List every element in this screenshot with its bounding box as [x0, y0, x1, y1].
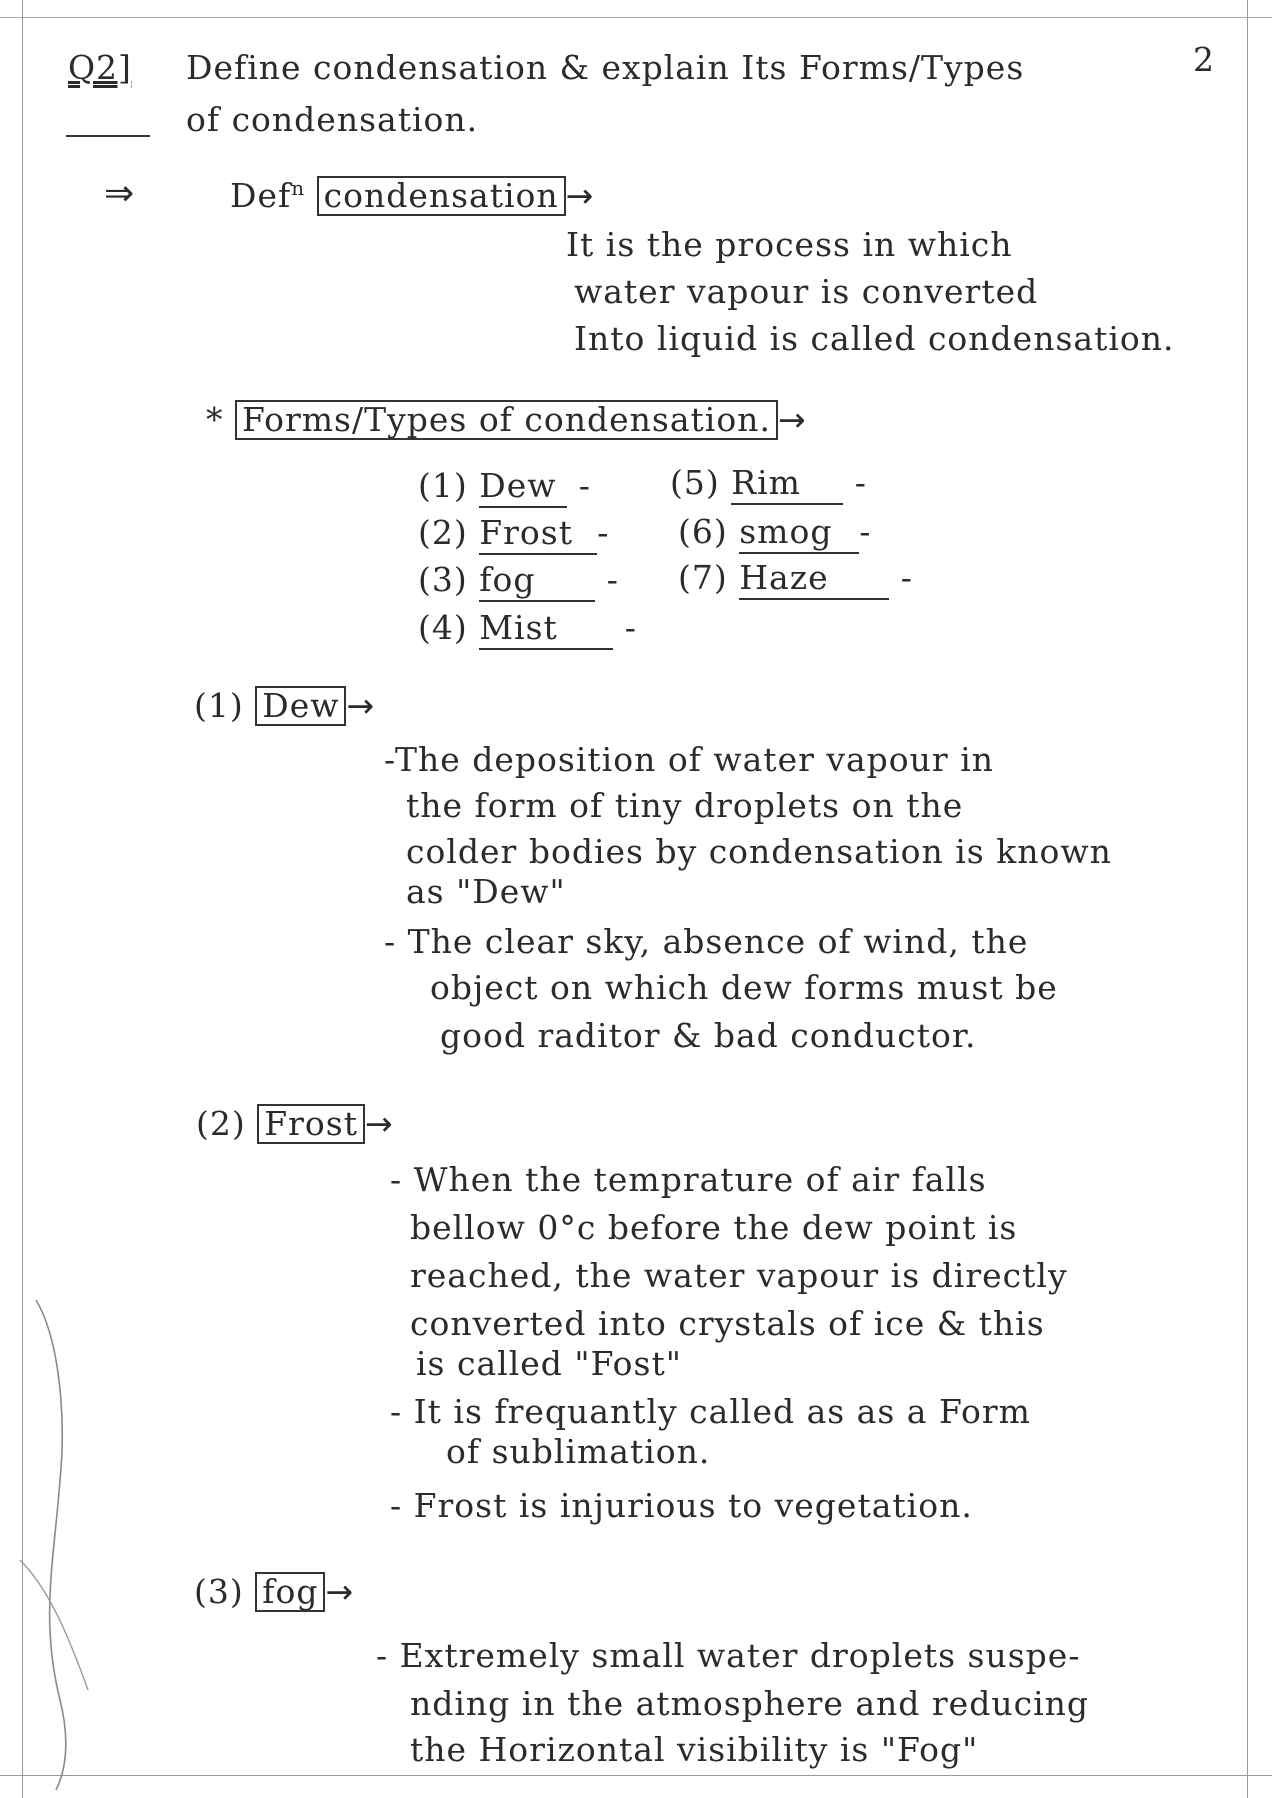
arrow-icon: →	[325, 1572, 355, 1611]
section-title-box: Frost	[257, 1104, 365, 1144]
question-marks: 2	[1193, 40, 1215, 79]
question-title-line2: of condensation.	[186, 100, 479, 139]
bullet-star-icon: *	[206, 400, 224, 439]
dew-line-2: the form of tiny droplets on the	[406, 786, 964, 825]
dew-line-6: object on which dew forms must be	[430, 968, 1058, 1007]
arrow-icon: →	[365, 1104, 394, 1143]
frost-line-2: bellow 0°c before the dew point is	[410, 1208, 1018, 1247]
arrow-icon: →	[777, 400, 807, 439]
definition-heading: Def$^n$ condensation →	[230, 176, 595, 215]
arrow-icon: →	[346, 686, 376, 725]
frost-line-7: of sublimation.	[446, 1432, 711, 1471]
frost-line-8: - Frost is injurious to vegetation.	[390, 1486, 973, 1525]
form-item: (3) fog -	[418, 560, 619, 602]
implies-icon: ⇒	[104, 173, 136, 214]
dew-line-3: colder bodies by condensation is known	[406, 832, 1112, 871]
section-title-box: Dew	[255, 686, 346, 726]
dew-line-7: good raditor & bad conductor.	[440, 1016, 977, 1055]
fog-line-3: the Horizontal visibility is "Fog"	[410, 1730, 979, 1769]
fog-line-1: - Extremely small water droplets suspe-	[376, 1636, 1081, 1675]
form-item: (6) smog -	[678, 512, 871, 554]
form-item: (2) Frost -	[418, 513, 609, 555]
form-item: (5) Rim -	[670, 463, 867, 505]
question-title-line1: Define condensation & explain Its Forms/Types	[186, 48, 1025, 87]
frost-line-5: is called "Fost"	[416, 1344, 682, 1383]
definition-line-1: It is the process in which	[566, 225, 1013, 264]
question-number: Q2]	[68, 48, 132, 87]
frost-line-3: reached, the water vapour is directly	[410, 1256, 1068, 1295]
dew-line-4: as "Dew"	[406, 872, 566, 911]
definition-term-box: condensation	[317, 176, 566, 216]
frost-line-1: - When the temprature of air falls	[390, 1160, 987, 1199]
form-item: (4) Mist -	[418, 608, 637, 650]
dew-line-5: - The clear sky, absence of wind, the	[384, 922, 1029, 961]
definition-line-3: Into liquid is called condensation.	[574, 319, 1175, 358]
fog-line-2: nding in the atmosphere and reducing	[410, 1684, 1090, 1723]
section-title-box: fog	[255, 1572, 325, 1612]
section-heading-fog: (3) fog →	[194, 1572, 355, 1611]
frost-line-6: - It is frequantly called as as a Form	[390, 1392, 1031, 1431]
section-heading-dew: (1) Dew →	[194, 686, 376, 725]
form-item: (1) Dew -	[418, 466, 591, 508]
definition-line-2: water vapour is converted	[574, 272, 1039, 311]
arrow-icon: →	[565, 176, 595, 215]
section-heading-frost: (2) Frost →	[196, 1104, 394, 1143]
dew-line-1: -The deposition of water vapour in	[384, 740, 995, 779]
forms-heading-box: Forms/Types of condensation.	[235, 400, 778, 440]
frost-line-4: converted into crystals of ice & this	[410, 1304, 1045, 1343]
form-item: (7) Haze -	[678, 558, 913, 600]
